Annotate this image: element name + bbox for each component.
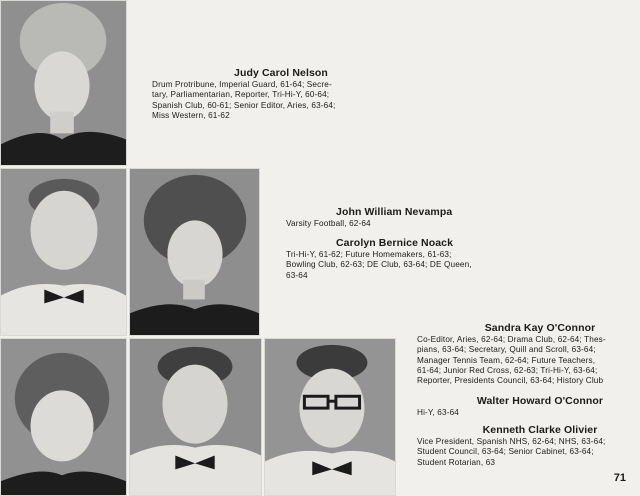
student-activities: Co-Editor, Aries, 62-64; Drama Club, 62-64; Thes- pians, 63-64; Secretary, Quill and Scroll, 63-64; Manager Tennis Team, 62-64; Future Teachers, 61-64; Junior Red Cross, 62-63; Tri-Hi-Y, 63-64; Reporter, Presidents Council, 63-64; History Club — [417, 335, 606, 386]
entry-john-nevampa — [286, 206, 504, 229]
portrait-carolyn-noack — [129, 168, 260, 336]
student-activities: Varsity Football, 62-64 — [286, 219, 371, 228]
entry-carolyn-noack — [286, 237, 504, 281]
portrait-judy-nelson — [0, 0, 127, 166]
student-name: Walter Howard O'Connor — [476, 395, 604, 407]
student-name: Carolyn Bernice Noack — [336, 237, 454, 249]
student-activities: Tri-Hi-Y, 61-62; Future Homemakers, 61-63; Bowling Club, 62-63; DE Club, 63-64; DE Queen, 63-64 — [286, 250, 472, 280]
student-name: Sandra Kay O'Connor — [484, 322, 596, 334]
entry-kenneth-olivier — [417, 424, 633, 468]
portrait-walter-oconnor — [129, 338, 262, 496]
student-activities: Vice President, Spanish NHS, 62-64; NHS, 63-64; Student Council, 63-64; Senior Cabinet, 63-64; Student Rotarian, 63 — [417, 437, 606, 467]
entry-sandra-oconnor — [417, 322, 633, 386]
student-name: John William Nevampa — [336, 206, 453, 218]
portrait-sandra-oconnor — [0, 338, 127, 496]
student-activities: Hi-Y, 63-64 — [417, 408, 460, 417]
entry-walter-oconnor — [417, 395, 633, 418]
portrait-kenneth-olivier — [264, 338, 396, 496]
student-name: Judy Carol Nelson — [234, 67, 328, 79]
student-name: Kenneth Clarke Olivier — [482, 424, 598, 436]
student-activities: Drum Protribune, Imperial Guard, 61-64; Secre- tary, Parliamentarian, Reporter, Tri-Hi-Y, 60-64; Spanish Club, 60-61; Senior Editor, Aries, 63-64; Miss Western, 61-62 — [152, 80, 336, 120]
portrait-john-nevampa — [0, 168, 127, 336]
page-number: 71 — [613, 472, 626, 484]
entry-judy-nelson — [152, 67, 370, 121]
